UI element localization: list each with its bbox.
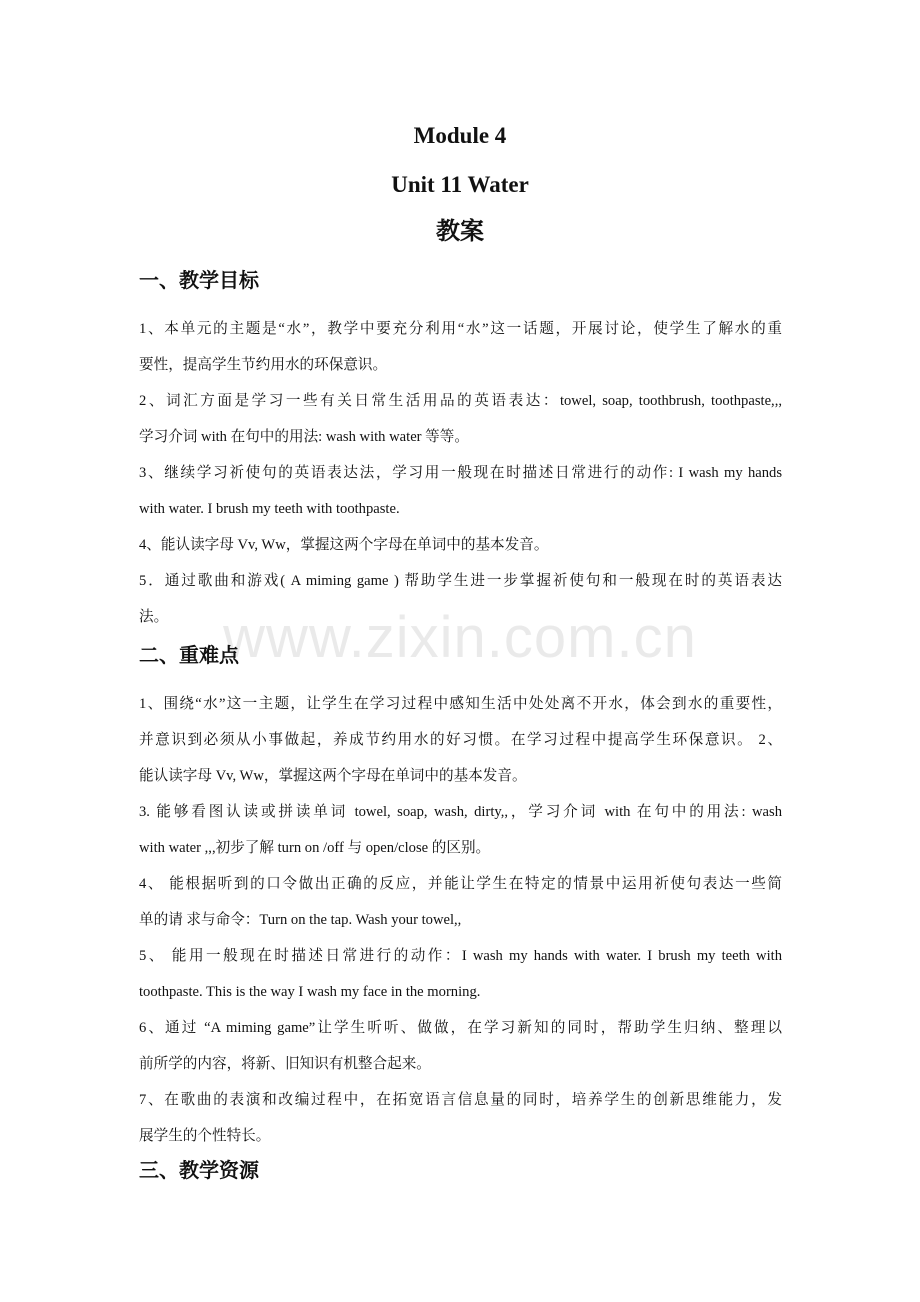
paragraph-line: 1、本单元的主题是“水”，教学中要充分利用“水”这一话题，开展讨论，使学生了解水的重: [139, 321, 782, 337]
watermark: www.zixin.com.cn: [223, 605, 697, 670]
objective-item-4: [139, 527, 782, 563]
paragraph-line: 4、 能根据听到的口令做出正确的反应，并能让学生在特定的情景中运用祈使句表达一些简: [139, 876, 782, 892]
key-point-item-1: [139, 686, 782, 794]
paragraph-line: 5、 能用一般现在时描述日常进行的动作：I wash my hands with water. I brush my teeth with: [139, 948, 782, 964]
paragraph-line: 5．通过歌曲和游戏( A miming game ) 帮助学生进一步掌握祈使句和一般现在时的英语表达: [139, 573, 782, 589]
paragraph-line: 法。: [139, 609, 169, 625]
objective-item-5: [139, 563, 782, 635]
key-point-item-4: [139, 866, 782, 938]
paragraph-line: 要性，提高学生节约用水的环保意识。: [139, 357, 388, 373]
paragraph-line: 7、在歌曲的表演和改编过程中，在拓宽语言信息量的同时，培养学生的创新思维能力，发: [139, 1092, 782, 1108]
objective-item-1: [139, 311, 782, 383]
paragraph-line: 2、词汇方面是学习一些有关日常生活用品的英语表达：towel, soap, toothbrush, toothpaste,,,: [139, 393, 782, 409]
paragraph-line: 4、能认读字母 Vv, Ww，掌握这两个字母在单词中的基本发音。: [139, 537, 549, 553]
paragraph-line: with water ,,,初步了解 turn on /off 与 open/close 的区别。: [139, 840, 491, 856]
lesson-plan-title: 教案: [436, 219, 484, 245]
objective-item-2: [139, 383, 782, 455]
paragraph-line: 3. 能够看图认读或拼读单词 towel, soap, wash, dirty,,，学习介词 with 在句中的用法: wash: [139, 804, 782, 820]
module-title: Module 4: [413, 123, 507, 148]
unit-title: Unit 11 Water: [391, 172, 529, 197]
objective-item-3: [139, 455, 782, 527]
paragraph-line: 并意识到必须从小事做起，养成节约用水的好习惯。在学习过程中提高学生环保意识。 2、: [139, 732, 782, 748]
paragraph-line: 前所学的内容，将新、旧知识有机整合起来。: [139, 1056, 431, 1072]
paragraph-line: 能认读字母 Vv, Ww，掌握这两个字母在单词中的基本发音。: [139, 768, 527, 784]
paragraph-line: with water. I brush my teeth with toothpaste.: [139, 501, 400, 517]
paragraph-line: 单的请 求与命令：Turn on the tap. Wash your towel,,: [139, 912, 462, 928]
paragraph-line: toothpaste. This is the way I wash my face in the morning.: [139, 984, 481, 1000]
key-point-item-7: [139, 1082, 782, 1154]
key-point-item-5: [139, 938, 782, 1010]
section-heading-resources: 三、教学资源: [139, 1158, 259, 1182]
paragraph-line: 6、通过 “A miming game”让学生听听、做做，在学习新知的同时，帮助学生归纳、整理以: [139, 1020, 782, 1036]
paragraph-line: 展学生的个性特长。: [139, 1128, 271, 1144]
paragraph-line: 1、围绕“水”这一主题，让学生在学习过程中感知生活中处处离不开水，体会到水的重要性，: [139, 696, 782, 712]
section-heading-key-points: 二、重难点: [139, 643, 239, 667]
section-heading-objectives: 一、教学目标: [139, 268, 259, 292]
key-point-item-3: [139, 794, 782, 866]
key-point-item-6: [139, 1010, 782, 1082]
paragraph-line: 学习介词 with 在句中的用法: wash with water 等等。: [139, 429, 469, 445]
paragraph-line: 3、继续学习祈使句的英语表达法，学习用一般现在时描述日常进行的动作: I wash my hands: [139, 465, 782, 481]
